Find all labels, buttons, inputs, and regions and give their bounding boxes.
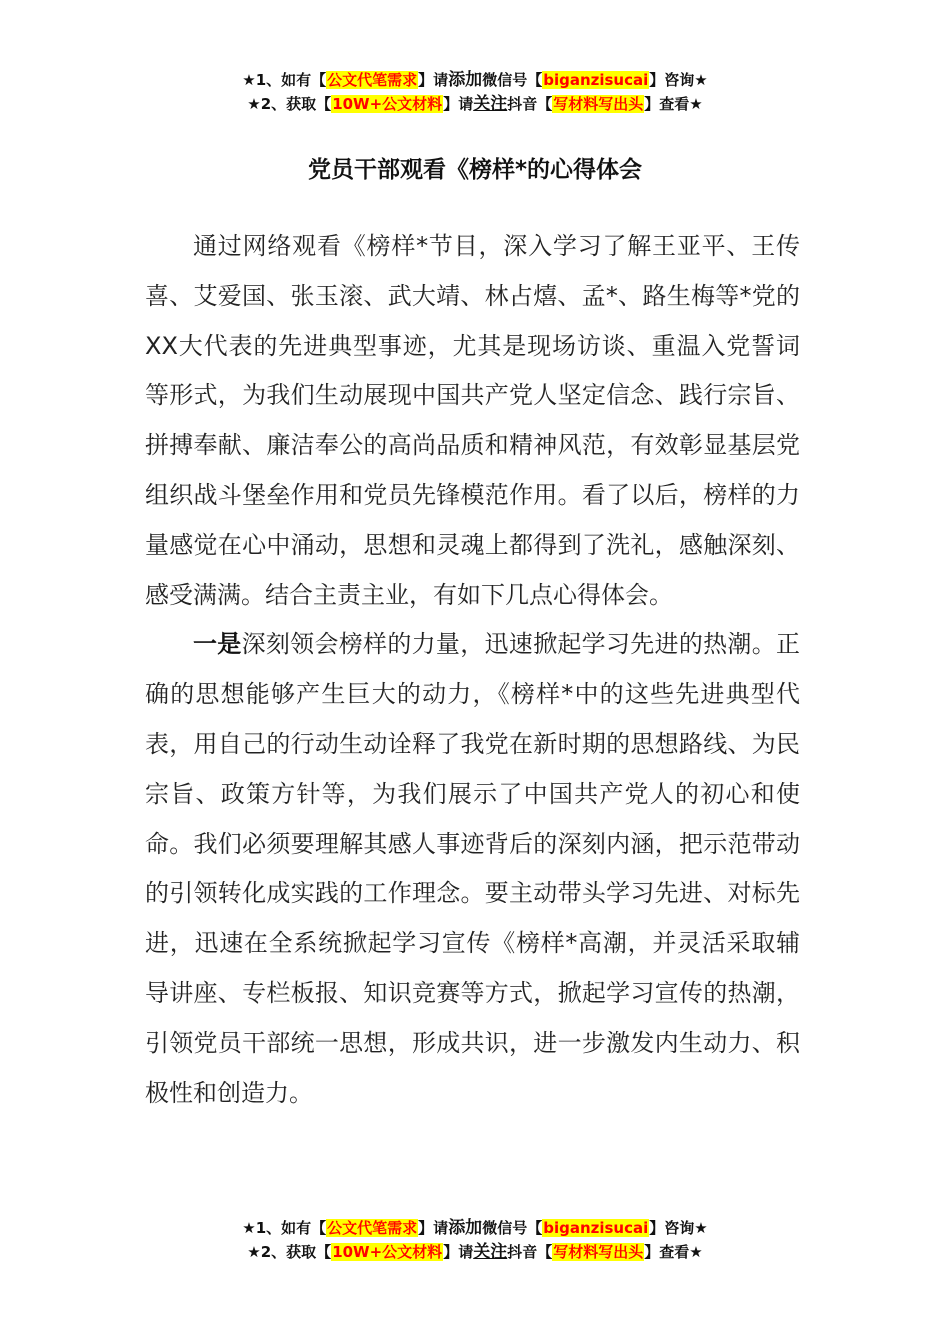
banner-emphasis: 添加 — [448, 1218, 483, 1238]
highlight-service: 公文代笔需求 — [327, 1219, 418, 1237]
highlight-douyin-account: 写材料写出头 — [553, 1243, 644, 1261]
banner-text: 微信号【 — [482, 71, 543, 89]
banner-emphasis: 添加 — [448, 70, 483, 90]
point-text: 深刻领会榜样的力量，迅速掀起学习先进的热潮。正确的思想能够产生巨大的动力，《榜样*中的这些先进典型代表，用自己的行动生动诠释了我党在新时期的思想路线、为民宗旨、政策方针等，为我们展示了中国共产党人的初心和使命。我们必须要理解其感人事迹背后的深刻内涵，把示范带动的引领转化成实践的工作理念。要主动带头学习先进、对标先进，迅速在全系统掀起学习宣传《榜样*高潮，并灵活采取辅导讲座、专栏板报、知识竞赛等方式，掀起学习宣传的热潮，引领党员干部统一思想，形成共识，进一步激发内生动力、积极性和创造力。 — [145, 630, 801, 1107]
banner-text: 1、如有【 — [255, 1219, 327, 1237]
highlight-materials: 10W+公文材料 — [332, 1243, 443, 1261]
star-icon: ★ — [242, 71, 256, 89]
banner-text: 】查看 — [644, 95, 690, 113]
header-banner — [0, 68, 950, 116]
star-icon: ★ — [689, 95, 703, 113]
star-icon: ★ — [689, 1243, 703, 1261]
banner-line-1 — [0, 68, 950, 92]
document-title: 党员干部观看《榜样*的心得体会 — [307, 157, 643, 183]
banner-emphasis: 关注 — [473, 94, 508, 114]
highlight-materials: 10W+公文材料 — [332, 95, 443, 113]
point-lead: 一是 — [193, 630, 242, 659]
banner-text: 】查看 — [644, 1243, 690, 1261]
banner-text: 】请 — [418, 71, 449, 89]
banner-text: 】请 — [443, 95, 474, 113]
star-icon: ★ — [242, 1219, 256, 1237]
banner-text: 微信号【 — [482, 1219, 543, 1237]
banner-text: 】咨询 — [649, 71, 695, 89]
footer-banner — [0, 1216, 950, 1264]
highlight-wechat-id: biganzisucai — [543, 1219, 649, 1237]
banner-line-2 — [0, 92, 950, 116]
star-icon: ★ — [247, 1243, 261, 1261]
banner-text: 抖音【 — [507, 95, 553, 113]
banner-text: 2、获取【 — [260, 1243, 332, 1261]
banner-text: 】请 — [443, 1243, 474, 1261]
banner-text: 1、如有【 — [255, 71, 327, 89]
banner-text: 】咨询 — [649, 1219, 695, 1237]
star-icon: ★ — [694, 71, 708, 89]
banner-line-1 — [0, 1216, 950, 1240]
paragraph-point-one — [145, 620, 800, 1118]
star-icon: ★ — [694, 1219, 708, 1237]
banner-text: 抖音【 — [507, 1243, 553, 1261]
paragraph-intro: 通过网络观看《榜样*节目，深入学习了解王亚平、王传喜、艾爱国、张玉滚、武大靖、林占熺、孟*、路生梅等*党的XX大代表的先进典型事迹，尤其是现场访谈、重温入党誓词等形式，为我们生动展现中国共产党人坚定信念、践行宗旨、拼搏奉献、廉洁奉公的高尚品质和精神风范，有效彰显基层党组织战斗堡垒作用和党员先锋模范作用。看了以后，榜样的力量感觉在心中涌动，思想和灵魂上都得到了洗礼，感触深刻、感受满满。结合主责主业，有如下几点心得体会。 — [145, 232, 800, 609]
highlight-service: 公文代笔需求 — [327, 71, 418, 89]
star-icon: ★ — [247, 95, 261, 113]
document-body — [145, 222, 800, 1118]
banner-text: 2、获取【 — [260, 95, 332, 113]
banner-text: 】请 — [418, 1219, 449, 1237]
banner-emphasis: 关注 — [473, 1242, 508, 1262]
highlight-douyin-account: 写材料写出头 — [553, 95, 644, 113]
banner-line-2 — [0, 1240, 950, 1264]
highlight-wechat-id: biganzisucai — [543, 71, 649, 89]
